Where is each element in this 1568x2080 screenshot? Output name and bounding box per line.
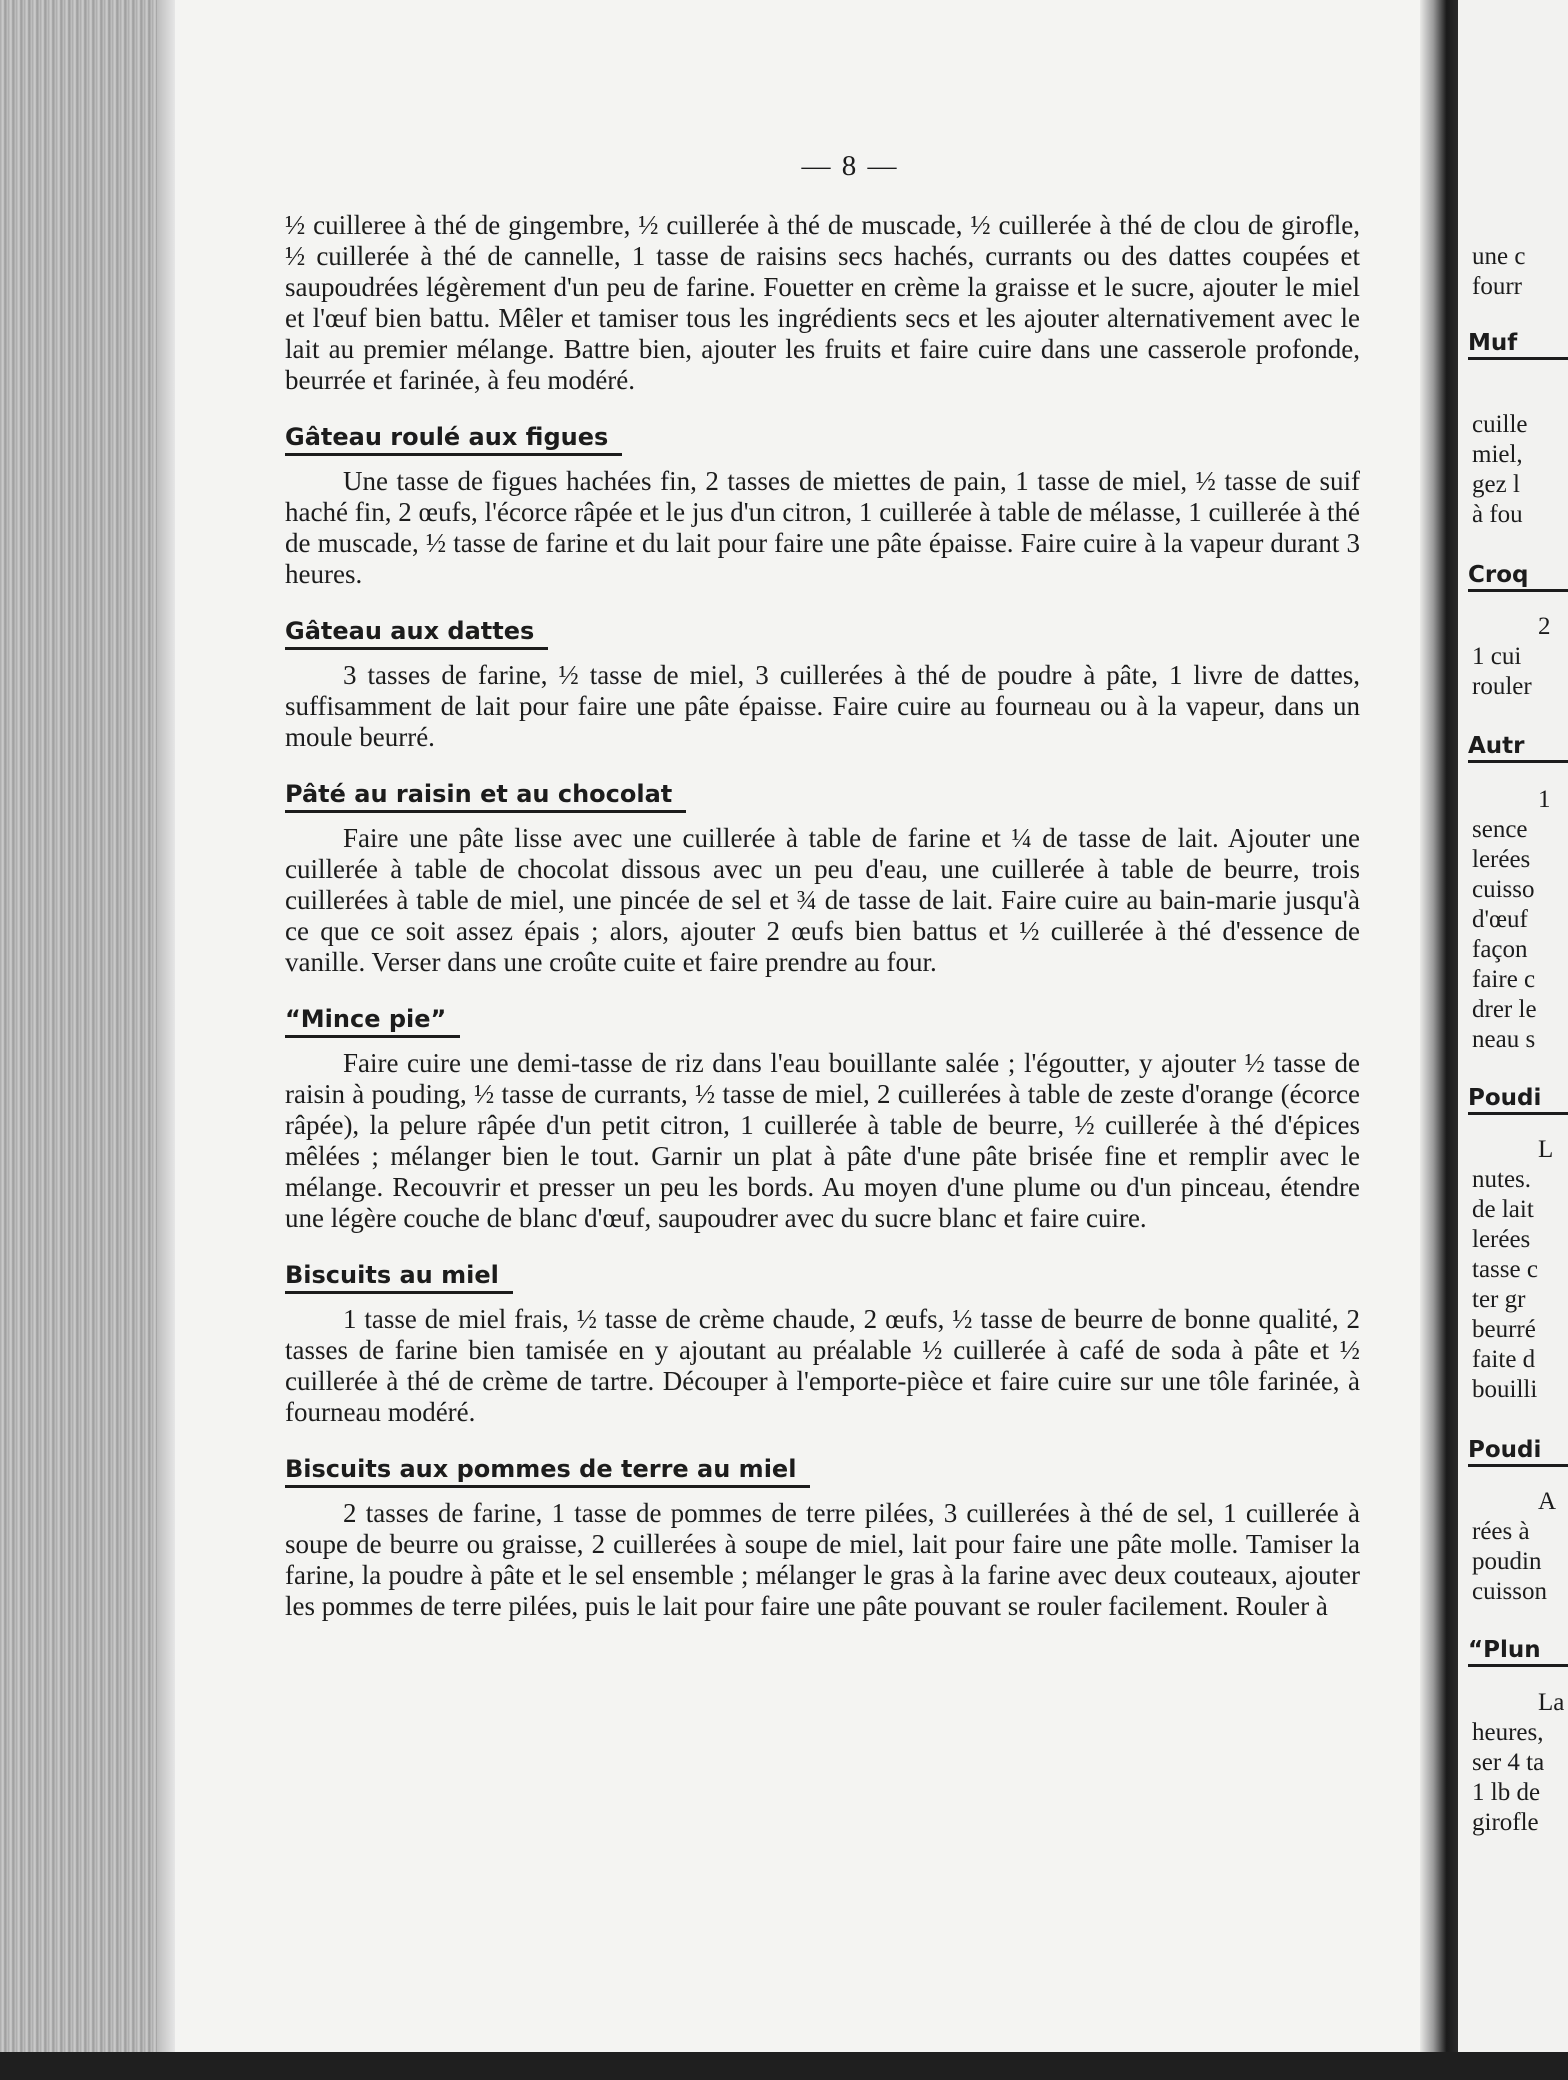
book-gutter — [1420, 0, 1458, 2080]
facing-line: à fou — [1472, 501, 1523, 528]
facing-line: ser 4 ta — [1472, 1749, 1545, 1776]
facing-line: girofle — [1472, 1809, 1539, 1836]
facing-line: faire c — [1472, 966, 1536, 993]
facing-line: neau s — [1472, 1026, 1536, 1053]
facing-line: ter gr — [1472, 1286, 1526, 1313]
facing-line: lerées — [1472, 846, 1531, 873]
recipe-title: Biscuits aux pommes de terre au miel — [285, 1454, 810, 1488]
facing-heading: Poudi — [1468, 1085, 1568, 1115]
facing-line: L — [1538, 1136, 1554, 1163]
facing-line: bouilli — [1472, 1376, 1538, 1403]
recipe-text: Faire cuire une demi-tasse de riz dans l'eau bouillante salée ; l'égoutter, y ajouter ½ tasse de raisin à pouding, ½ tasse de currants, ½ tasse de miel, 2 cuillerées à table de zeste d'orange (écorce râpée), la pelure râpée d'un petit citron, 1 cuillerée à table de beurre, ½ cuillerée à thé d'épices mêlées ; mélanger bien le tout. Garnir un plat à pâte d'une pâte brisée fine et remplir avec le mélange. Recouvrir et presser un peu les bords. Au moyen d'une plume ou d'un pinceau, étendre une légère couche de blanc d'œuf, saupoudrer avec du sucre blanc et faire cuire. — [285, 1048, 1360, 1233]
facing-heading: “Plun — [1468, 1637, 1568, 1667]
facing-line: beurré — [1472, 1316, 1536, 1343]
facing-line: 1 lb de — [1472, 1779, 1541, 1806]
facing-line: A — [1538, 1488, 1557, 1515]
facing-line: gez l — [1472, 471, 1520, 498]
facing-heading: Autr — [1468, 733, 1568, 763]
facing-line: rouler — [1472, 673, 1532, 700]
facing-line: cuisson — [1472, 1578, 1547, 1605]
facing-line: faite d — [1472, 1346, 1536, 1373]
facing-line: tasse c — [1472, 1256, 1538, 1283]
recipe-text: 2 tasses de farine, 1 tasse de pommes de terre pilées, 3 cuillerées à thé de sel, 1 cuillerée à soupe de beurre ou graisse, 2 cuillerées à soupe de miel, lait pour faire une pâte molle. Tamiser la farine, la poudre à pâte et le sel ensemble ; mélanger le gras à la farine avec deux couteaux, ajouter les pommes de terre pilées, puis le lait pour faire une pâte pouvant se rouler facilement. Rouler à — [285, 1498, 1360, 1621]
facing-line: miel, — [1472, 441, 1523, 468]
facing-line: poudin — [1472, 1548, 1542, 1575]
facing-line: d'œuf — [1472, 906, 1528, 933]
facing-line: drer le — [1472, 996, 1537, 1023]
facing-heading: Poudi — [1468, 1437, 1568, 1467]
recipe-title: Gâteau roulé aux figues — [285, 422, 622, 456]
recipe-title: “Mince pie” — [285, 1004, 460, 1038]
facing-line: heures, — [1472, 1719, 1544, 1746]
facing-line: cuille — [1472, 411, 1528, 438]
recipe-title: Biscuits au miel — [285, 1260, 513, 1294]
recipe-text: Faire une pâte lisse avec une cuillerée à table de farine et ¼ de tasse de lait. Ajouter une cuillerée à table de chocolat dissous avec un peu d'eau, une cuillerée à table de beurre, trois cuillerées à table de miel, une pincée de sel et ¾ de tasse de lait. Faire cuire au bain-marie jusqu'à ce que ce soit assez épais ; alors, ajouter 2 œufs bien battus et ½ cuillerée à thé d'essence de vanille. Verser dans une croûte cuite et faire prendre au four. — [285, 823, 1360, 977]
facing-line: 2 — [1538, 613, 1551, 640]
recipe-title: Pâté au raisin et au chocolat — [285, 779, 686, 813]
facing-page-fragment — [1458, 0, 1568, 2080]
facing-line: fourr — [1472, 273, 1522, 300]
intro-paragraph: ½ cuilleree à thé de gingembre, ½ cuillerée à thé de muscade, ½ cuillerée à thé de clou de girofle, ½ cuillerée à thé de cannelle, 1 tasse de raisins secs hachés, currants ou des dattes coupées et saupoudrées légèrement d'un peu de farine. Fouetter en crème la graisse et le sucre, ajouter le miel et l'œuf bien battu. Mêler et tamiser tous les ingrédients secs et les ajouter alternativement avec le lait au premier mélange. Battre bien, ajouter les fruits et faire cuire dans une casserole profonde, beurrée et farinée, à feu modéré. — [285, 210, 1360, 395]
recipe-text: Une tasse de figues hachées fin, 2 tasses de miettes de pain, 1 tasse de miel, ½ tasse de suif haché fin, 2 œufs, l'écorce râpée et le jus d'un citron, 1 cuillerée à table de mélasse, 1 cuillerée à thé de muscade, ½ tasse de farine et du lait pour faire une pâte épaisse. Faire cuire à la vapeur durant 3 heures. — [285, 466, 1360, 589]
scan-bottom-edge — [0, 2052, 1568, 2080]
facing-line: 1 — [1538, 786, 1551, 813]
facing-heading: Muf — [1468, 330, 1568, 360]
facing-line: cuisso — [1472, 876, 1535, 903]
facing-line: 1 cui — [1472, 643, 1522, 670]
facing-line: sence — [1472, 816, 1528, 843]
facing-line: lerées — [1472, 1226, 1531, 1253]
facing-line: une c — [1472, 243, 1526, 270]
facing-line: La — [1538, 1689, 1565, 1716]
facing-line: rées à — [1472, 1518, 1530, 1545]
page-content — [285, 210, 1360, 1622]
recipe-text: 1 tasse de miel frais, ½ tasse de crème chaude, 2 œufs, ½ tasse de beurre de bonne qualité, 2 tasses de farine bien tamisée en y ajoutant au préalable ½ cuillerée à café de soda à pâte et ½ cuillerée à thé de crème de tartre. Découper à l'emporte-pièce et faire cuire sur une tôle farinée, à fourneau modéré. — [285, 1304, 1360, 1427]
page-number: — 8 — — [801, 150, 899, 182]
facing-line: nutes. — [1472, 1166, 1532, 1193]
recipe-text: 3 tasses de farine, ½ tasse de miel, 3 cuillerées à thé de poudre à pâte, 1 livre de dattes, suffisamment de lait pour faire une pâte épaisse. Faire cuire au fourneau ou à la vapeur, dans un moule beurré. — [285, 660, 1360, 752]
recipe-title: Gâteau aux dattes — [285, 616, 548, 650]
facing-line: de lait — [1472, 1196, 1534, 1223]
facing-heading: Croq — [1468, 562, 1568, 592]
book-page-edges — [0, 0, 175, 2080]
facing-line: façon — [1472, 936, 1528, 963]
